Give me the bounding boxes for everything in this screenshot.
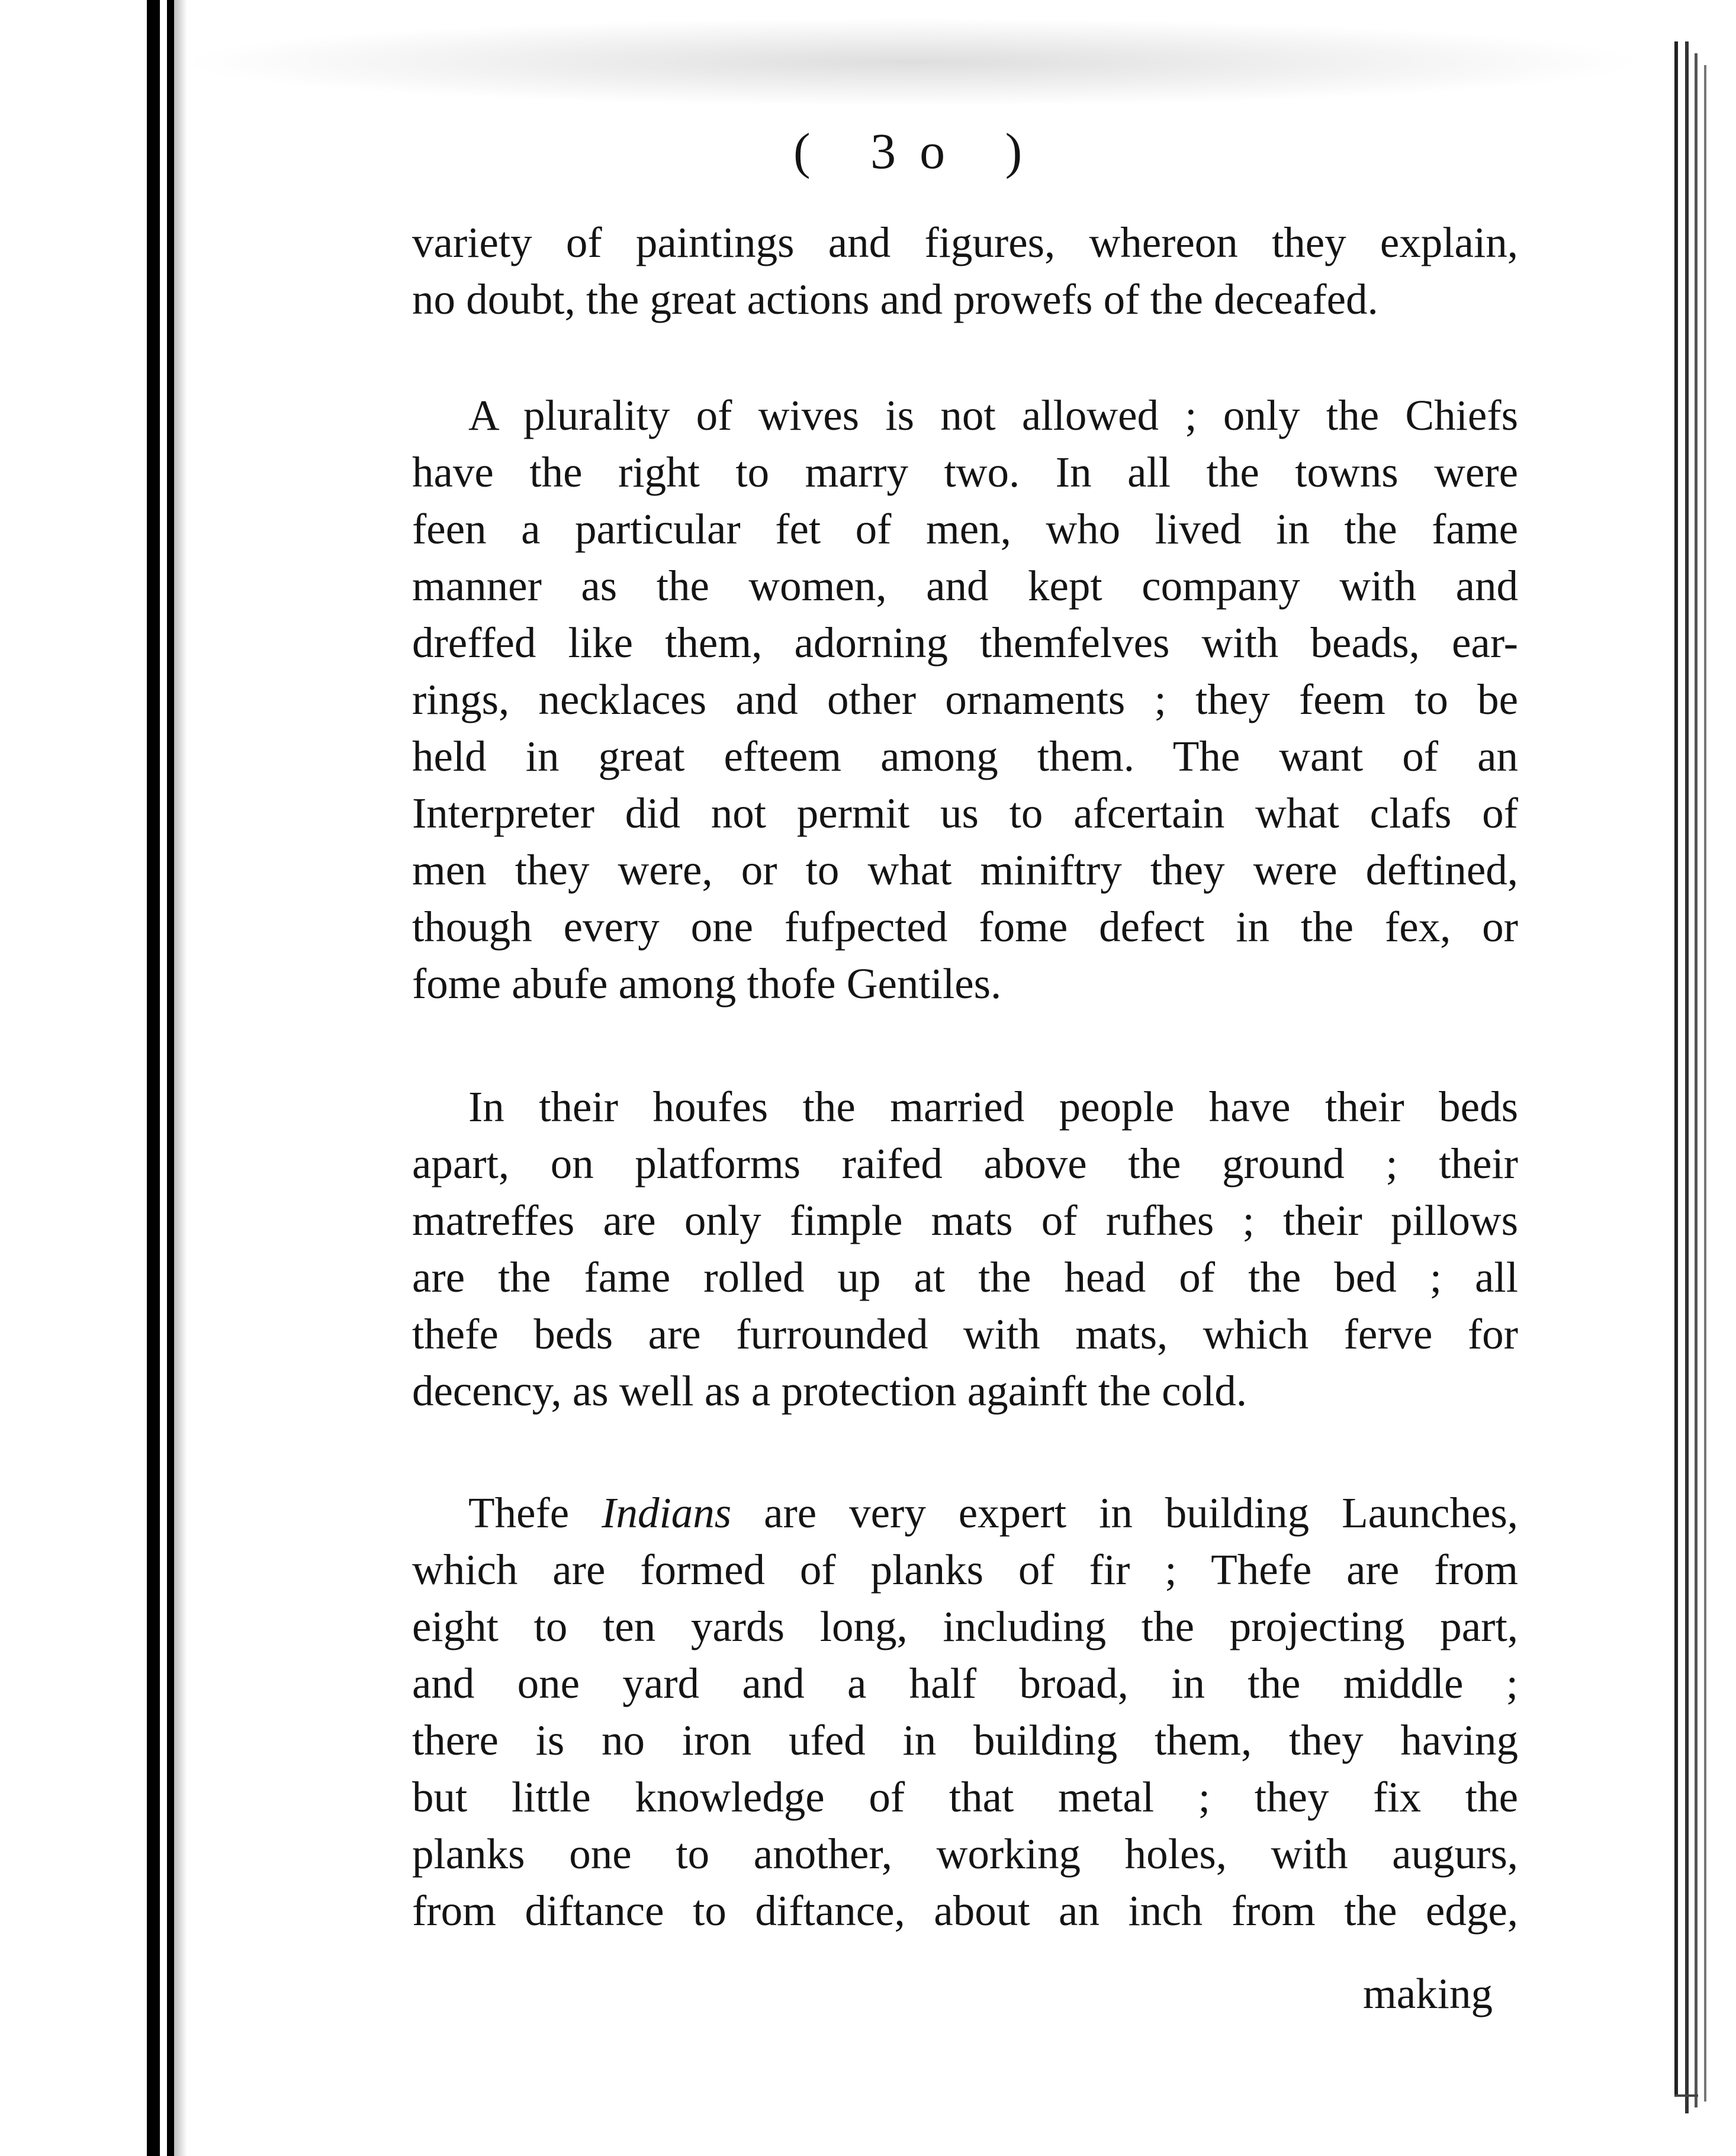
text-line: manner as the women, and kept company with and [412, 562, 1518, 610]
text-line: decency, as well as a protection againft the cold. [412, 1367, 1248, 1415]
text-line: held in great efteem among them. The want of an [412, 732, 1518, 780]
paragraph-2 [412, 387, 1518, 1012]
page-smudge [178, 18, 1646, 107]
paragraph-3 [412, 1079, 1518, 1420]
text-line: feen a particular fet of men, who lived in the fame [412, 505, 1518, 553]
text-line: matreffes are only fimple mats of rufhes ; their pillows [412, 1196, 1518, 1244]
text-line: but little knowledge of that metal ; they fix the [412, 1773, 1518, 1821]
text-line: though every one fufpected fome defect in the fex, or [412, 903, 1518, 951]
text-line: A plurality of wives is not allowed ; only the Chiefs [468, 391, 1518, 439]
page-edge-line [1704, 65, 1706, 2102]
text-line: In their houfes the married people have their beds [468, 1083, 1518, 1131]
text-line: men they were, or to what miniftry they were deftined, [412, 846, 1518, 894]
text-line-rest: are very expert in building Launches, [764, 1489, 1519, 1537]
catchword: making [1363, 1970, 1493, 2017]
text-line: rings, necklaces and other ornaments ; they feem to be [412, 675, 1518, 723]
italic-word: Indians [602, 1489, 732, 1537]
gutter-shadow [174, 0, 187, 2156]
text-line: fome abufe among thofe Gentiles. [412, 960, 1002, 1008]
text-line: variety of paintings and figures, whereon they explain, [412, 218, 1518, 266]
gutter-border [147, 0, 160, 2156]
text-line [412, 1485, 1518, 1542]
text-line: no doubt, the great actions and prowefs of the deceafed. [412, 275, 1378, 323]
text-line: Interpreter did not permit us to afcertain what clafs of [412, 789, 1518, 837]
text-line: apart, on platforms raifed above the ground ; their [412, 1140, 1518, 1188]
page-number: ( 3o ) [793, 123, 1046, 179]
lead-word: Thefe [468, 1489, 570, 1537]
text-line: are the fame rolled up at the head of the bed ; all [412, 1253, 1518, 1301]
page-edge-line [1674, 41, 1678, 2096]
page-edge-line [1685, 41, 1689, 2113]
gutter-border-inner [167, 0, 174, 2156]
text-line: dreffed like them, adorning themfelves with beads, ear- [412, 619, 1518, 667]
page-edge-line [1695, 53, 1698, 2107]
text-line: there is no iron ufed in building them, they having [412, 1716, 1518, 1764]
facing-page-edge [0, 0, 148, 2156]
paragraph-4 [412, 1485, 1518, 1939]
paragraph-1 [412, 214, 1518, 328]
text-line: and one yard and a half broad, in the middle ; [412, 1659, 1518, 1707]
text-line: thefe beds are furrounded with mats, which ferve for [412, 1310, 1518, 1358]
text-line: from diftance to diftance, about an inch from the edge, [412, 1887, 1518, 1935]
text-line: planks one to another, working holes, with augurs, [412, 1830, 1518, 1878]
text-line: eight to ten yards long, including the projecting part, [412, 1602, 1518, 1650]
text-line: which are formed of planks of fir ; Thefe are from [412, 1546, 1518, 1594]
page-edge-bottom [1674, 2094, 1698, 2097]
text-line: have the right to marry two. In all the towns were [412, 448, 1518, 496]
